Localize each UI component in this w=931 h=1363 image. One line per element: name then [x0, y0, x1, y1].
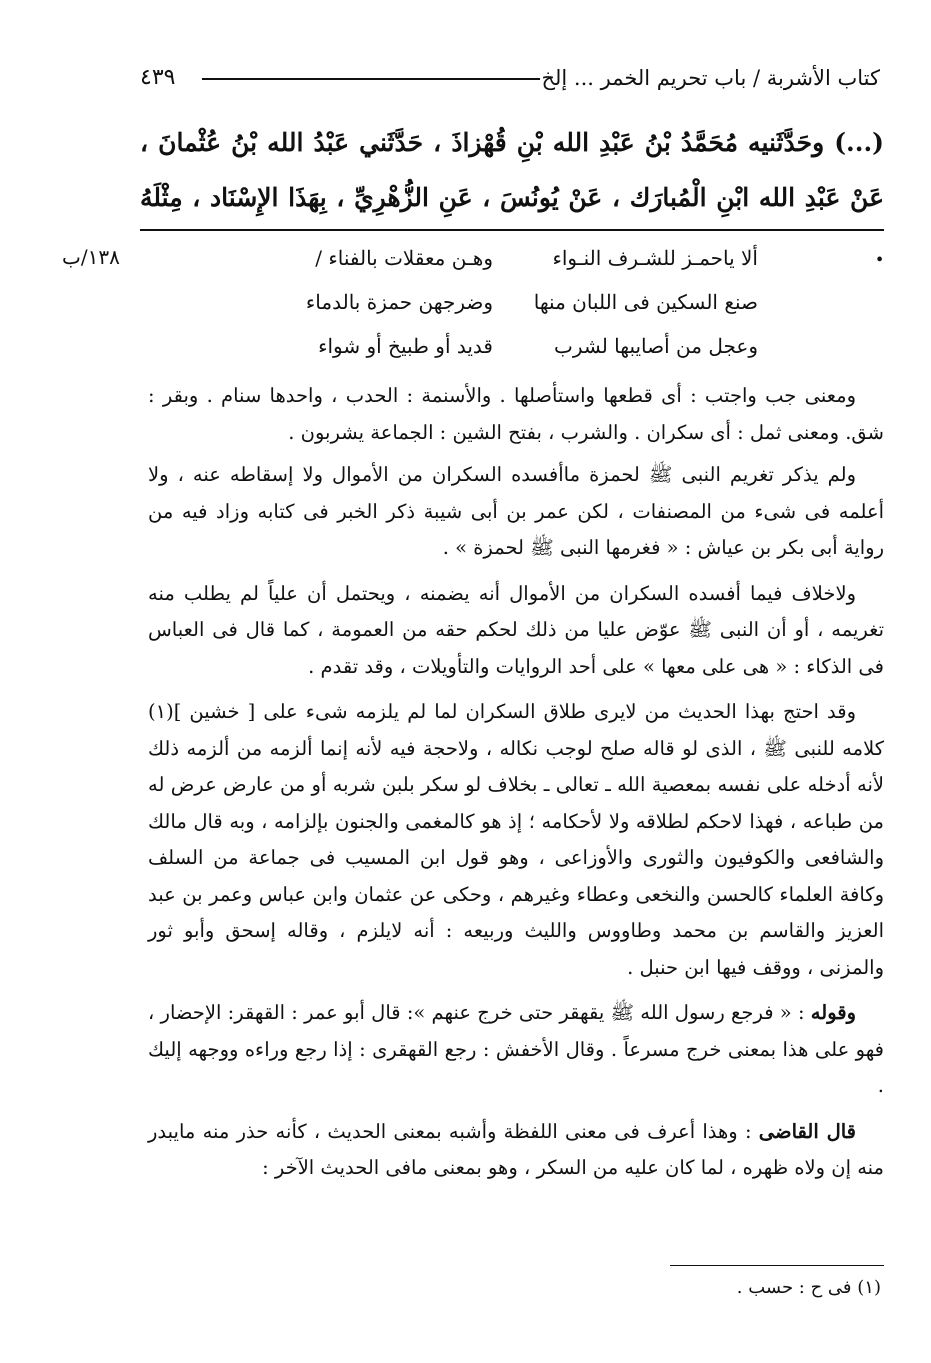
verse-second-hemistich: قديد أو طبيخ أو شواء	[318, 334, 493, 358]
commentary-paragraph: ولاخلاف فيما أفسده السكران من الأموال أنه يضمنه ، ويحتمل أن علياً لم يطلب منه تغريمه ، أو أن النبى ﷺ عوّض عليا من ذلك لحكم حقه من العمومة ، كما قال فى العباس فى الذكاء : « هى على معها » على أحد الروايات والتأويلات ، وقد تقدم .	[148, 581, 884, 678]
poem	[258, 238, 758, 370]
paragraph-body: : « فرجع رسول الله ﷺ يقهقر حتى خرج عنهم »: قال أبو عمر : القهقر: الإحضار ، فهو على هذا بمعنى خرج مسرعاً . وقال الأخفش : رجع القهقرى : إذا رجع وراءه ووجهه إليك .	[148, 1001, 884, 1097]
page-number: ٤٣٩	[140, 65, 176, 90]
manuscript-folio-reference: ١٣٨/ب	[62, 245, 120, 269]
verse-second-hemistich: وهـن معقلات بالفناء /	[315, 246, 493, 270]
commentary-paragraph	[148, 1114, 884, 1187]
header-rule	[202, 78, 540, 80]
commentary	[148, 378, 884, 1196]
commentary-paragraph: وقد احتج بهذا الحديث من لايرى طلاق السكران لما لم يلزمه شىء على [ خشين ](١) كلامه للنبى ﷺ ، الذى لو قاله صلح لوجب نكاله ، ولاحجة فيه لأنه إنما ألزمه من ألزمه ذلك لأنه أدخله على نفسه بمعصية الله ـ تعالى ـ بخلاف لو سكر بلبن شربه أو من عارض عرض له من طباعه ، فهذا لاحكم لطلاقه ولا لأحكامه ؛ إذ هو كالمغمى والجنون بإلزامه ، وبه قال مالك والشافعى والكوفيون والثورى والأوزاعى ، وهو قول ابن المسيب فى جماعة من السلف وكافة العلماء كالحسن والنخعى وعطاء وغيرهم ، وحكى عن عثمان وابن عباس وعمر بن عبد العزيز والقاسم بن محمد وطاووس والليث وربيعه : أنه لايلزم ، وقاله إسحق وأبو ثور والمزنى ، ووقف فيها ابن حنبل .	[148, 700, 884, 979]
footnote-rule	[670, 1265, 884, 1266]
verse-first-hemistich: ألا ياحمـز للشـرف النـواء	[552, 246, 758, 270]
running-title: كتاب الأشربة / باب تحريم الخمر ... إلخ	[541, 66, 880, 90]
paragraph-lead-word: وقوله	[810, 1001, 857, 1024]
footnote: (١) فى ح : حسب .	[736, 1277, 881, 1298]
poem-verse	[258, 238, 758, 282]
poem-verse	[258, 282, 758, 326]
hadith-text: (...) وحَدَّثَنيه مُحَمَّدُ بْنُ عَبْدِ الله بْنِ قُهْزاذَ ، حَدَّثَني عَبْدُ الله بْنُ عُثْمانَ ، عَنْ عَبْدِ الله ابْنِ الْمُبارَك ، عَنْ يُونُسَ ، عَنِ الزُّهْرِيِّ ، بِهَذَا الإِسْنَاد ، مِثْلَهُ .	[140, 128, 884, 267]
page-header	[140, 58, 880, 98]
verse-first-hemistich: وعجل من أصايبها لشرب	[553, 334, 758, 358]
section-divider	[140, 229, 884, 231]
commentary-paragraph: ومعنى جب واجتب : أى قطعها واستأصلها . والأسنمة : الحدب ، واحدها سنام . وبقر : شق. ومعنى ثمل : أى سكران . والشرب ، بفتح الشين : الجماعة يشربون .	[148, 384, 884, 444]
verse-first-hemistich: صنع السكين فى اللبان منها	[533, 290, 758, 314]
verse-second-hemistich: وضرجهن حمزة بالدماء	[305, 290, 493, 314]
poem-verse	[258, 326, 758, 370]
paragraph-body: : وهذا أعرف فى معنى اللفظة وأشبه بمعنى الحديث ، كأنه حذر منه مايبدر منه إن ولاه ظهره ، لما كان عليه من السكر ، وهو بمعنى مافى الحديث الآخر :	[148, 1119, 884, 1179]
paragraph-lead-word: قال القاضى	[758, 1119, 857, 1143]
commentary-paragraph	[148, 995, 884, 1105]
commentary-paragraph: ولم يذكر تغريم النبى ﷺ لحمزة ماأفسده السكران من الأموال ولا إسقاطه عنه ، ولا أعلمه فى شىء من المصنفات ، لكن عمر بن أبى شيبة ذكر الخبر فى كتابه وزاد فيه من رواية أبى بكر بن عياش : « فغرمها النبى ﷺ لحمزة » .	[148, 463, 884, 559]
